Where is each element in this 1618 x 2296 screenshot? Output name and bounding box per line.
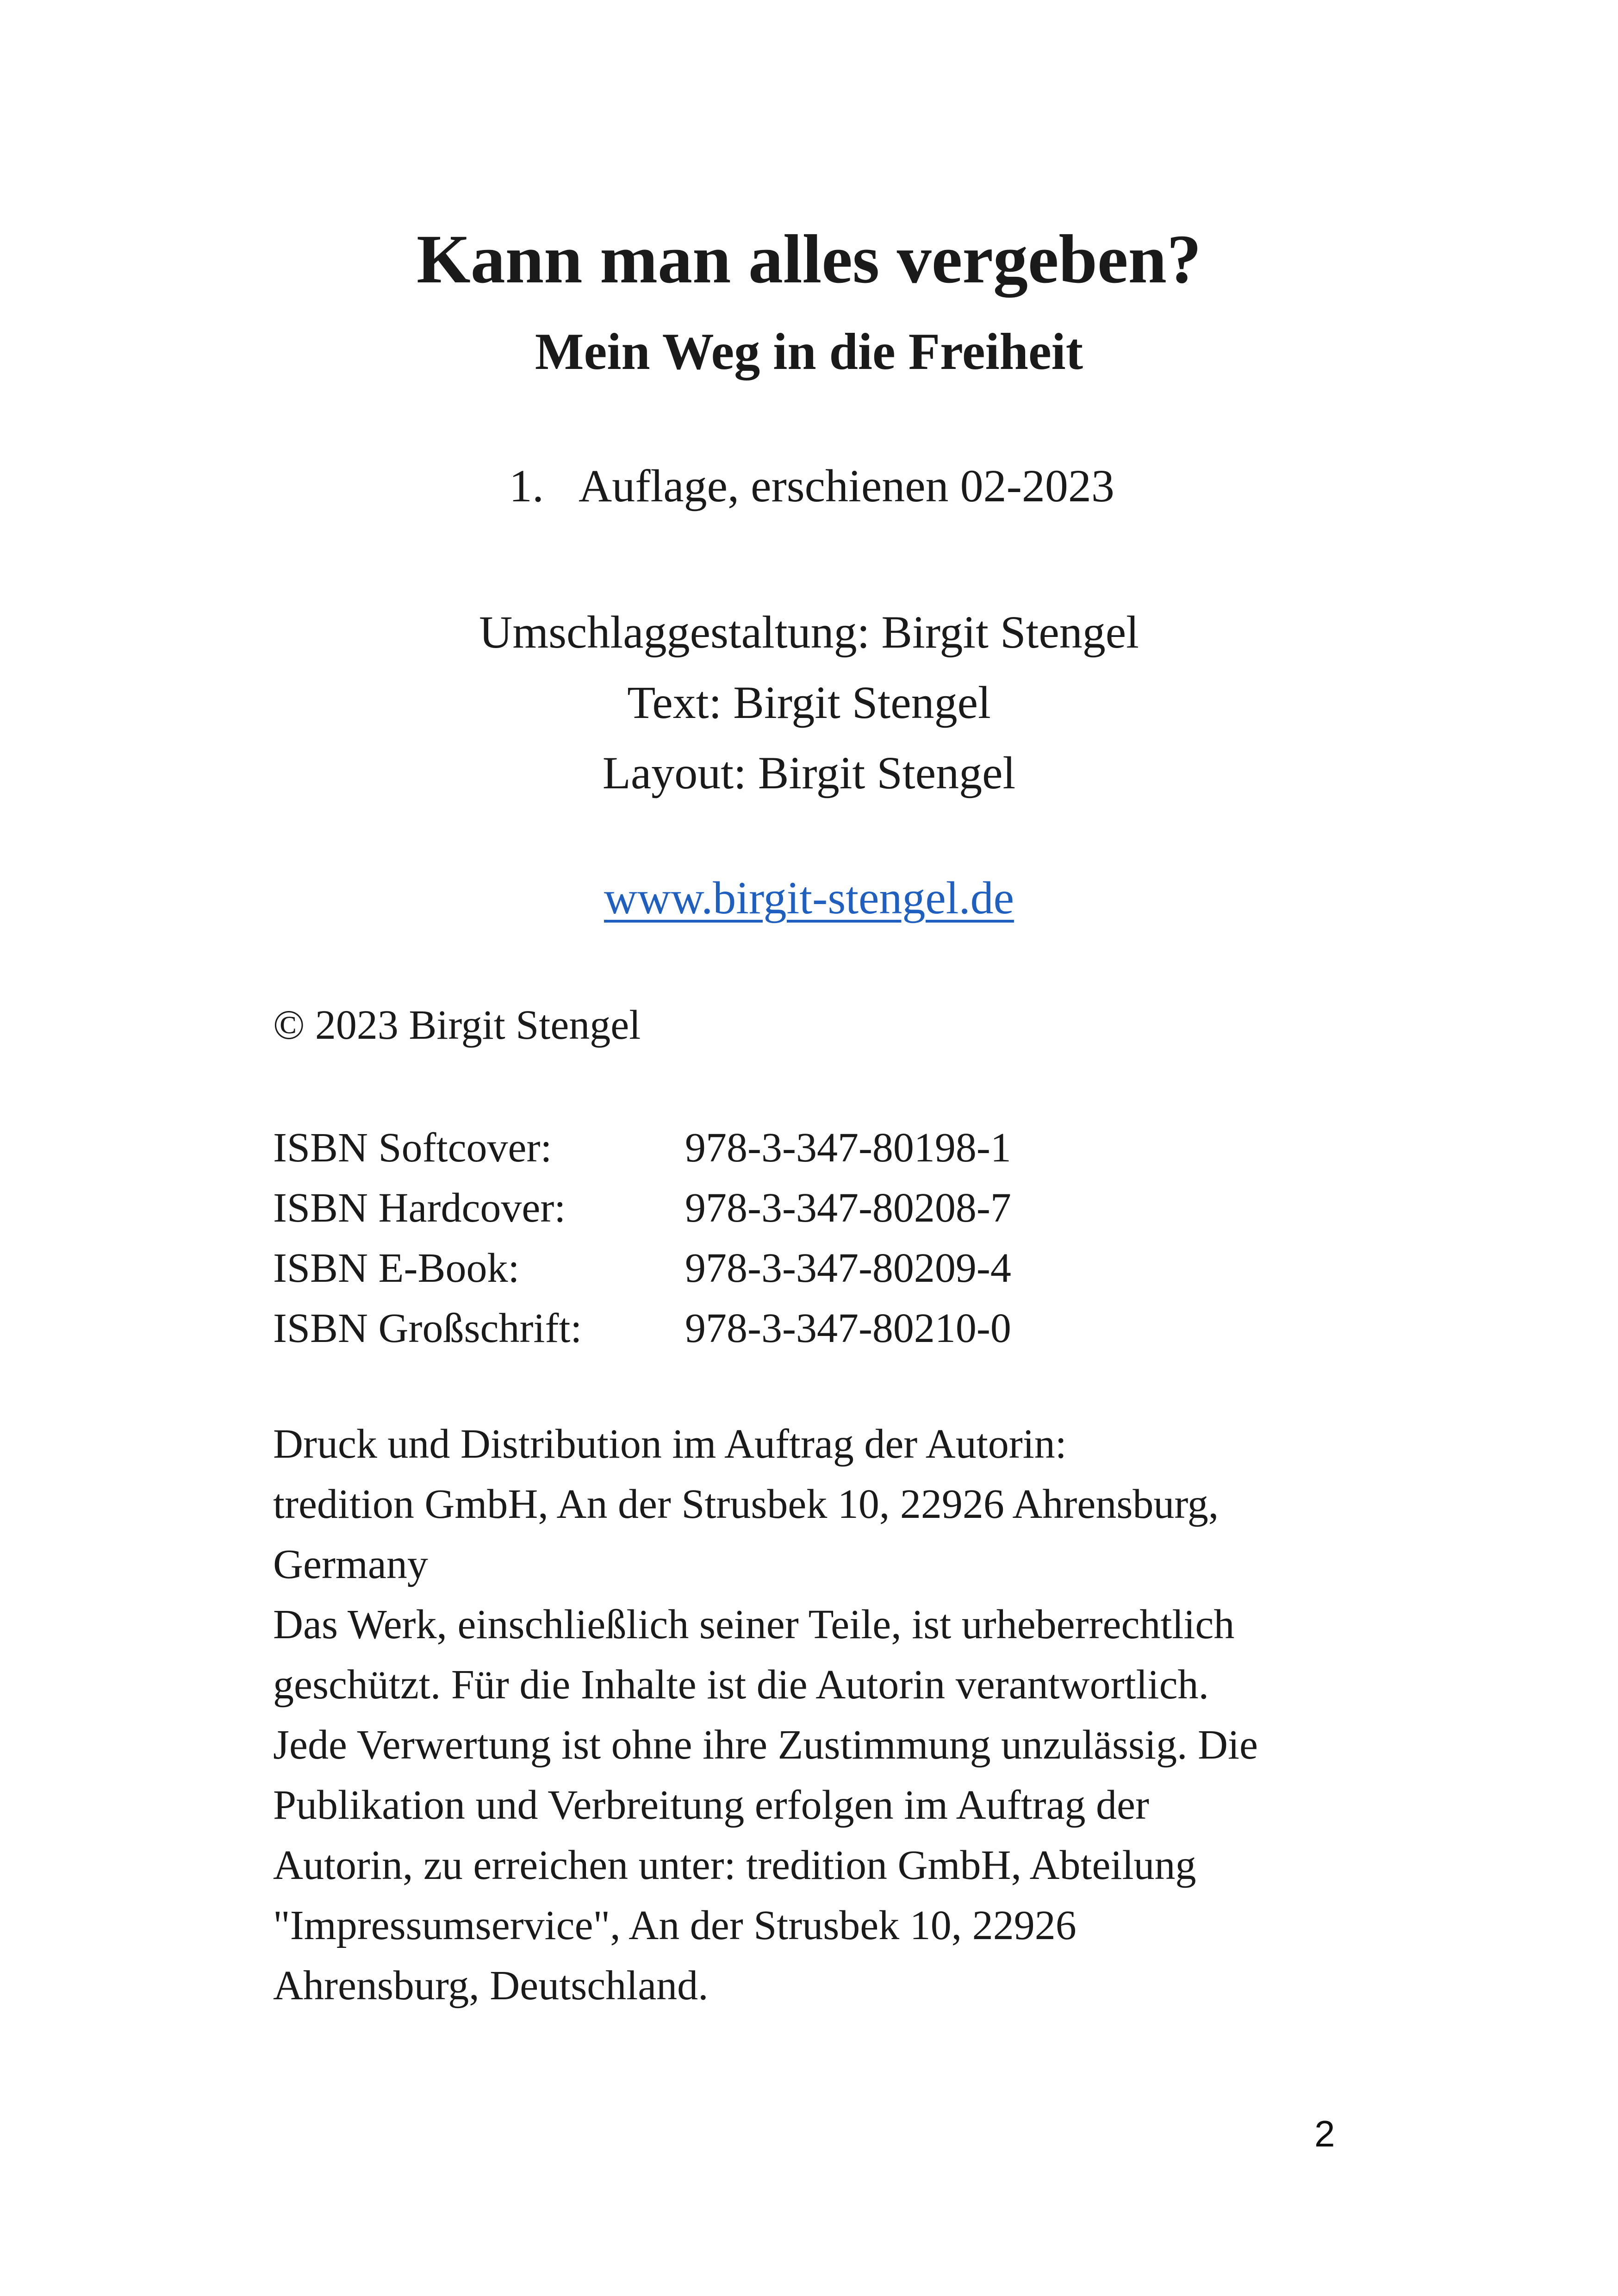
isbn-value: 978-3-347-80209-4 (685, 1245, 1011, 1291)
book-title: Kann man alles vergeben? (417, 221, 1201, 298)
website-link[interactable]: www.birgit-stengel.de (604, 872, 1014, 923)
publisher-line: Germany (273, 1541, 428, 1587)
edition-line (509, 456, 1114, 516)
publisher-line: Ahrensburg, Deutschland. (273, 1963, 709, 2009)
isbn-value: 978-3-347-80210-0 (685, 1305, 1011, 1351)
publisher-line: Jede Verwertung ist ohne ihre Zustimmung unzulässig. Die (273, 1722, 1258, 1768)
isbn-row (273, 1178, 1011, 1238)
publisher-line: tredition GmbH, An der Strusbek 10, 22926 Ahrensburg, (273, 1481, 1219, 1527)
publisher-line: geschützt. Für die Inhalte ist die Autorin verantwortlich. (273, 1662, 1209, 1708)
credit-text: Text: Birgit Stengel (627, 677, 991, 728)
page-number: 2 (1314, 2113, 1335, 2154)
publisher-line: "Impressumservice", An der Strusbek 10, 22926 (273, 1903, 1077, 1948)
isbn-row (273, 1298, 1011, 1359)
edition-number: 1. (509, 460, 544, 512)
publisher-line: Druck und Distribution im Auftrag der Autorin: (273, 1421, 1067, 1467)
isbn-value: 978-3-347-80208-7 (685, 1185, 1011, 1231)
isbn-label: ISBN Hardcover: (273, 1185, 566, 1231)
credit-cover-design: Umschlaggestaltung: Birgit Stengel (479, 606, 1139, 658)
publisher-line: Autorin, zu erreichen unter: tredition GmbH, Abteilung (273, 1842, 1196, 1888)
isbn-row (273, 1118, 1011, 1178)
isbn-list (273, 1118, 1011, 1359)
publisher-line: Das Werk, einschließlich seiner Teile, ist urheberrechtlich (273, 1602, 1235, 1647)
edition-text: Auflage, erschienen 02-2023 (579, 460, 1114, 512)
isbn-label: ISBN Softcover: (273, 1125, 552, 1171)
credits-block (0, 597, 1618, 808)
publisher-line: Publikation und Verbreitung erfolgen im Auftrag der (273, 1782, 1149, 1828)
copyright-notice: © 2023 Birgit Stengel (273, 1002, 641, 1048)
isbn-label: ISBN E-Book: (273, 1245, 520, 1291)
website-line (0, 868, 1618, 928)
isbn-label: ISBN Großschrift: (273, 1305, 582, 1351)
credit-layout: Layout: Birgit Stengel (602, 747, 1016, 799)
isbn-value: 978-3-347-80198-1 (685, 1125, 1011, 1171)
publisher-paragraph (273, 1414, 1258, 2016)
book-subtitle: Mein Weg in die Freiheit (535, 323, 1083, 381)
isbn-row (273, 1238, 1011, 1298)
